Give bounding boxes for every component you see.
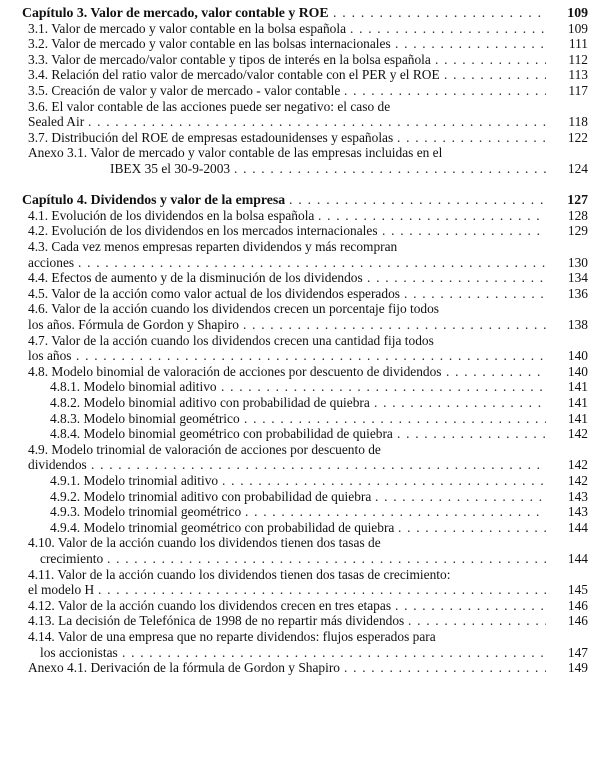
dot-leader (245, 504, 546, 519)
dot-leader (222, 473, 546, 488)
dot-leader (350, 21, 546, 36)
entry-title: Capítulo 4. Dividendos y valor de la empresa (22, 192, 286, 208)
dot-leader (244, 411, 546, 426)
toc-entry (0, 301, 600, 332)
page-number: 109 (567, 20, 588, 36)
toc-subsection (0, 504, 600, 520)
dot-leader (318, 208, 546, 223)
page-number: 143 (567, 504, 588, 520)
page-number: 146 (567, 613, 588, 629)
chapter-heading (0, 5, 600, 21)
toc-entry (0, 613, 600, 629)
entry-title: 4.9.2. Modelo trinomial aditivo con probabilidad de quiebra (50, 488, 372, 504)
entry-title: Anexo 4.1. Derivación de la fórmula de Gordon y Shapiro (28, 660, 340, 676)
dot-leader (243, 317, 546, 332)
page-number: 122 (567, 129, 588, 145)
entry-title: 3.2. Valor de mercado y valor contable en las bolsas internacionales (28, 36, 391, 52)
toc-entry (0, 36, 600, 52)
entry-title: 4.8. Modelo binomial de valoración de acciones por descuento de dividendos (28, 363, 442, 379)
entry-title: 4.14. Valor de una empresa que no reparte dividendos: flujos esperados para (28, 629, 436, 644)
page-number: 146 (567, 597, 588, 613)
dot-leader (78, 255, 546, 270)
dot-leader (374, 395, 546, 410)
chapter-heading (0, 192, 600, 208)
page-number: 117 (568, 83, 588, 98)
toc-entry (0, 660, 600, 676)
entry-title-continued: crecimiento (40, 550, 104, 566)
dot-leader (289, 192, 546, 207)
page-number: 129 (567, 223, 588, 239)
dot-leader (122, 645, 546, 660)
entry-title: 4.9. Modelo trinomial de valoración de acciones por descuento de (28, 441, 381, 457)
toc-entry (0, 270, 600, 286)
toc-subsection (0, 379, 600, 395)
entry-title: 3.3. Valor de mercado/valor contable y tipos de interés en la bolsa española (28, 51, 431, 67)
dot-leader (88, 114, 546, 129)
toc-subsection (0, 473, 600, 489)
dot-leader (98, 582, 546, 597)
page-number: 149 (567, 660, 588, 676)
page-number: 140 (567, 363, 588, 379)
dot-leader (221, 379, 546, 394)
dot-leader (344, 83, 546, 98)
dot-leader (107, 551, 546, 566)
page-number: 141 (567, 379, 588, 395)
entry-title: 4.4. Efectos de aumento y de la disminución de los dividendos (28, 270, 363, 286)
dot-leader (397, 426, 546, 441)
toc-entry (0, 208, 600, 224)
toc-entry (0, 99, 600, 130)
entry-title: 3.5. Creación de valor y valor de mercado - valor contable (28, 83, 341, 98)
toc-entry (0, 286, 600, 302)
entry-title-continued: los años (28, 348, 72, 364)
entry-title: 3.7. Distribución del ROE de empresas estadounidenses y españolas (28, 129, 394, 145)
entry-title: Anexo 3.1. Valor de mercado y valor contable de las empresas incluidas en el (28, 145, 443, 161)
page-number: 141 (567, 410, 588, 426)
page-number: 111 (568, 36, 588, 52)
page-number: 113 (568, 67, 588, 83)
toc-subsection (0, 411, 600, 427)
dot-leader (395, 36, 546, 51)
page-number: 141 (567, 395, 588, 410)
toc-entry (0, 130, 600, 146)
toc-subsection (0, 426, 600, 442)
page-number: 143 (567, 488, 588, 504)
entry-title: 3.1. Valor de mercado y valor contable en la bolsa española (28, 20, 347, 36)
entry-title-continued: el modelo H (28, 582, 95, 598)
toc-subsection (0, 489, 600, 505)
entry-title: 4.5. Valor de la acción como valor actual de los dividendos esperados (28, 285, 400, 301)
entry-title: 4.8.3. Modelo binomial geométrico (50, 410, 240, 426)
entry-title: 4.8.2. Modelo binomial aditivo con probabilidad de quiebra (50, 395, 370, 410)
toc-entry (0, 567, 600, 598)
entry-title-continued: IBEX 35 el 30-9-2003 (110, 160, 231, 176)
toc-entry (0, 21, 600, 37)
entry-title-continued: Sealed Air (28, 114, 85, 130)
entry-title: 4.7. Valor de la acción cuando los dividendos crecen una cantidad fija todos (28, 332, 434, 348)
page-number: 140 (567, 348, 588, 364)
toc-entry (0, 629, 600, 660)
dot-leader (344, 660, 546, 675)
toc-entry (0, 442, 600, 473)
entry-title: 3.6. El valor contable de las acciones puede ser negativo: el caso de (28, 98, 391, 114)
page-number: 112 (568, 51, 588, 67)
toc-entry (0, 223, 600, 239)
page-number: 144 (567, 550, 588, 566)
entry-title: 4.11. Valor de la acción cuando los dividendos tienen dos tasas de crecimiento: (28, 566, 451, 582)
page-number: 134 (567, 270, 588, 286)
dot-leader (408, 613, 546, 628)
entry-title: 4.13. La decisión de Telefónica de 1998 de no repartir más dividendos (28, 613, 405, 629)
toc-subsection (0, 395, 600, 411)
toc-subsection (0, 520, 600, 536)
dot-leader (76, 348, 546, 363)
dot-leader (395, 598, 546, 613)
dot-leader (404, 286, 546, 301)
toc-entry (0, 83, 600, 99)
page-number: 109 (567, 5, 588, 20)
toc-entry (0, 67, 600, 83)
entry-title: 4.3. Cada vez menos empresas reparten dividendos y más recompran (28, 239, 398, 254)
page-number: 142 (567, 426, 588, 442)
entry-title: 4.12. Valor de la acción cuando los dividendos crecen en tres etapas (28, 597, 392, 613)
entry-title-continued: dividendos (28, 457, 87, 473)
toc-entry (0, 52, 600, 68)
toc-entry (0, 364, 600, 380)
page-number: 145 (567, 582, 588, 598)
page-number: 118 (568, 114, 588, 130)
dot-leader (91, 457, 546, 472)
entry-title: 4.1. Evolución de los dividendos en la bolsa española (28, 207, 315, 223)
page-number: 128 (567, 207, 588, 223)
dot-leader (333, 5, 546, 20)
dot-leader (435, 52, 546, 67)
dot-leader (444, 67, 546, 82)
entry-title-continued: los años. Fórmula de Gordon y Shapiro (28, 316, 239, 332)
page-number: 130 (567, 254, 588, 270)
entry-title-continued: acciones (28, 254, 75, 270)
page-number: 147 (567, 644, 588, 660)
entry-title: 3.4. Relación del ratio valor de mercado/valor contable con el PER y el ROE (28, 67, 440, 83)
page-number: 138 (567, 316, 588, 332)
dot-leader (375, 489, 546, 504)
entry-title: Capítulo 3. Valor de mercado, valor contable y ROE (22, 5, 329, 20)
dot-leader (398, 520, 546, 535)
dot-leader (397, 130, 546, 145)
toc-entry (0, 145, 600, 176)
entry-title: 4.6. Valor de la acción cuando los dividendos crecen un porcentaje fijo todos (28, 301, 440, 317)
page-number: 144 (567, 519, 588, 535)
dot-leader (446, 364, 546, 379)
page-number: 136 (567, 285, 588, 301)
toc-entry (0, 333, 600, 364)
entry-title: 4.10. Valor de la acción cuando los dividendos tienen dos tasas de (28, 535, 381, 551)
entry-title: 4.8.4. Modelo binomial geométrico con probabilidad de quiebra (50, 426, 393, 442)
page-number: 124 (567, 160, 588, 176)
toc-entry (0, 239, 600, 270)
entry-title-continued: los accionistas (40, 644, 118, 660)
dot-leader (382, 223, 546, 238)
page-number: 127 (567, 192, 588, 208)
entry-title: 4.9.4. Modelo trinomial geométrico con probabilidad de quiebra (50, 519, 395, 535)
toc-entry (0, 535, 600, 566)
toc-entry (0, 598, 600, 614)
entry-title: 4.9.3. Modelo trinomial geométrico (50, 504, 242, 520)
dot-leader (367, 270, 546, 285)
page-number: 142 (567, 473, 588, 488)
entry-title: 4.2. Evolución de los dividendos en los mercados internacionales (28, 223, 378, 239)
entry-title: 4.9.1. Modelo trinomial aditivo (50, 473, 219, 488)
page-number: 142 (567, 457, 588, 473)
dot-leader (234, 161, 546, 176)
entry-title: 4.8.1. Modelo binomial aditivo (50, 379, 217, 395)
